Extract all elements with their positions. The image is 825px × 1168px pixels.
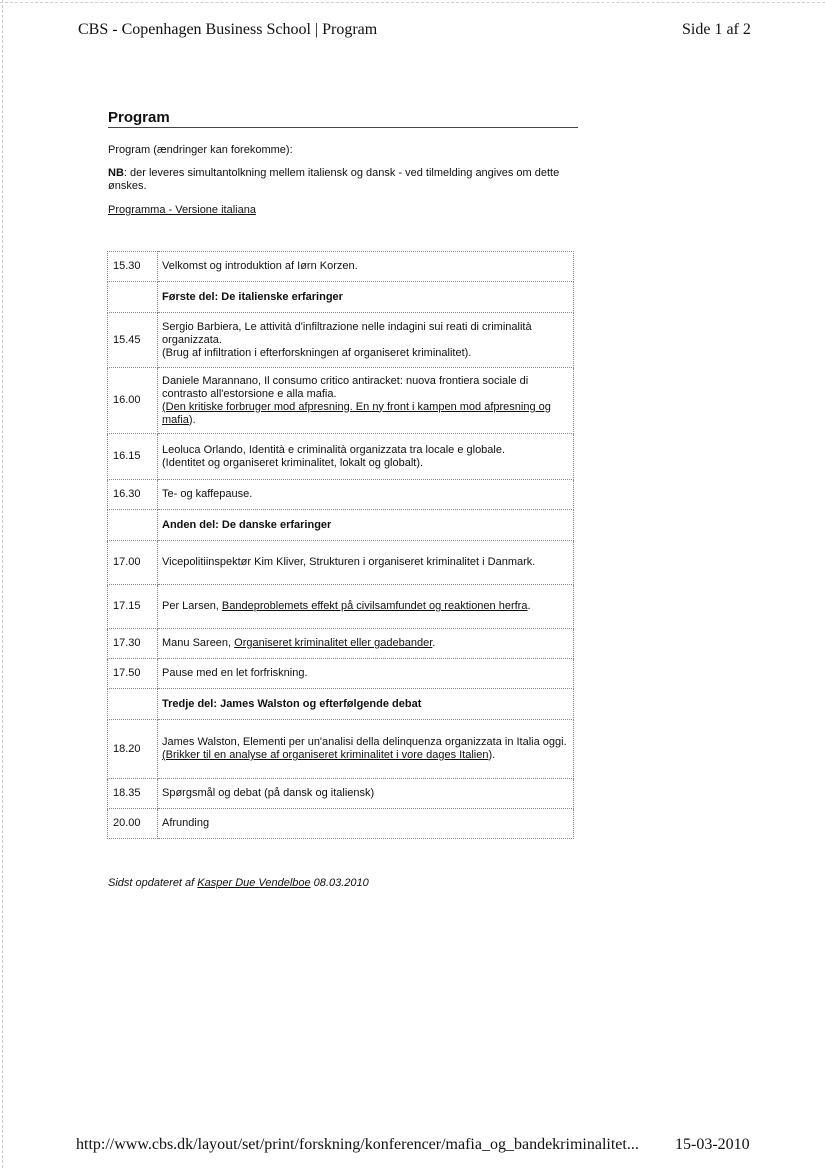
talk-link[interactable]: Organiseret kriminalitet eller gadebander: [234, 637, 433, 649]
program-row: [108, 585, 574, 629]
row-description: Velkomst og introduktion af Iørn Korzen.: [158, 252, 574, 282]
row-description: [158, 720, 574, 779]
page-edge-top: [0, 2, 825, 3]
talk-link[interactable]: (Den kritiske forbruger mod afpresning. En ny front i kampen mod afpresning og mafia: [162, 400, 551, 426]
section-row: [108, 510, 574, 541]
program-row: [108, 434, 574, 480]
talk-link-suffix: ).: [188, 413, 196, 426]
row-time: 17.50: [108, 659, 158, 689]
nb-label: NB: [108, 167, 124, 179]
row-time-empty: [108, 282, 158, 313]
row-time-empty: [108, 689, 158, 720]
row-time: 18.35: [108, 779, 158, 809]
talk-translation: (Brug af infiltration i efterforskningen af organiseret kriminalitet).: [162, 346, 472, 359]
program-row: [108, 809, 574, 839]
row-description: [158, 368, 574, 434]
row-time: 16.15: [108, 434, 158, 480]
row-description: [158, 313, 574, 368]
program-row: [108, 313, 574, 368]
row-time: 15.30: [108, 252, 158, 282]
program-row: [108, 629, 574, 659]
row-time-empty: [108, 510, 158, 541]
section-row: [108, 282, 574, 313]
talk-title: Daniele Marannano, Il consumo critico antiracket: nuova frontiera sociale di contrasto all'estorsione e alla mafia.: [162, 374, 529, 400]
last-updated-date: 08.03.2010: [310, 877, 369, 889]
row-description: [158, 629, 574, 659]
talk-title: James Walston, Elementi per un'analisi della delinquenza organizzata in Italia oggi.: [162, 736, 567, 748]
print-header-title: CBS - Copenhagen Business School | Program: [78, 21, 378, 38]
row-description: Afrunding: [158, 809, 574, 839]
talk-translation: (Identitet og organiseret kriminalitet, lokalt og globalt).: [162, 456, 424, 469]
print-header-page-number: Side 1 af 2: [682, 21, 751, 38]
program-row: [108, 659, 574, 689]
speaker-name: Per Larsen,: [162, 600, 222, 612]
talk-link-suffix: ).: [488, 749, 496, 761]
talk-title: Leoluca Orlando, Identità e criminalità organizzata tra locale e globale.: [162, 443, 506, 456]
row-time: 16.00: [108, 368, 158, 434]
row-description: [158, 585, 574, 629]
program-row: [108, 720, 574, 779]
section-title: Første del: De italienske erfaringer: [158, 282, 574, 313]
last-updated-note: [108, 877, 369, 889]
nb-text: : der leveres simultantolkning mellem italiensk og dansk - ved tilmelding angives om dette ønskes.: [108, 167, 560, 192]
page-title: Program: [108, 109, 578, 128]
last-updated-prefix: Sidst opdateret af: [108, 877, 198, 889]
intro-text: Program (ændringer kan forekomme):: [108, 144, 293, 156]
print-footer-url: http://www.cbs.dk/layout/set/print/forskning/konferencer/mafia_og_bandekriminalitet...: [76, 1136, 639, 1153]
author-link[interactable]: Kasper Due Vendelboe: [197, 877, 311, 889]
nb-notice: [108, 167, 568, 193]
program-row: [108, 541, 574, 585]
row-description: Vicepolitiinspektør Kim Kliver, Strukturen i organiseret kriminalitet i Danmark.: [158, 541, 574, 585]
italian-version-link[interactable]: Programma - Versione italiana: [108, 204, 256, 216]
row-description: [158, 434, 574, 480]
row-time: 17.15: [108, 585, 158, 629]
program-row: [108, 779, 574, 809]
talk-link[interactable]: Bandeproblemets effekt på civilsamfundet og reaktionen herfra: [221, 600, 528, 612]
row-time: 16.30: [108, 480, 158, 510]
row-description: Spørgsmål og debat (på dansk og italiensk): [158, 779, 574, 809]
talk-title: Sergio Barbiera, Le attività d'infiltrazione nelle indagini sui reati di criminalità organizzata.: [162, 320, 532, 346]
speaker-name: Manu Sareen,: [162, 637, 235, 649]
row-time: 15.45: [108, 313, 158, 368]
talk-link-suffix: .: [432, 637, 436, 649]
section-row: [108, 689, 574, 720]
row-time: 17.00: [108, 541, 158, 585]
program-row: [108, 368, 574, 434]
row-time: 17.30: [108, 629, 158, 659]
section-title: Tredje del: James Walston og efterfølgende debat: [158, 689, 574, 720]
program-row: [108, 252, 574, 282]
talk-link[interactable]: (Brikker til en analyse af organiseret kriminalitet i vore dages Italien: [162, 749, 489, 761]
program-table: [107, 251, 574, 839]
program-row: [108, 480, 574, 510]
row-time: 18.20: [108, 720, 158, 779]
section-title: Anden del: De danske erfaringer: [158, 510, 574, 541]
talk-link-suffix: .: [527, 600, 531, 612]
row-description: Pause med en let forfriskning.: [158, 659, 574, 689]
row-time: 20.00: [108, 809, 158, 839]
row-description: Te- og kaffepause.: [158, 480, 574, 510]
print-footer-date: 15-03-2010: [675, 1136, 750, 1153]
page-edge-left: [2, 0, 3, 1168]
